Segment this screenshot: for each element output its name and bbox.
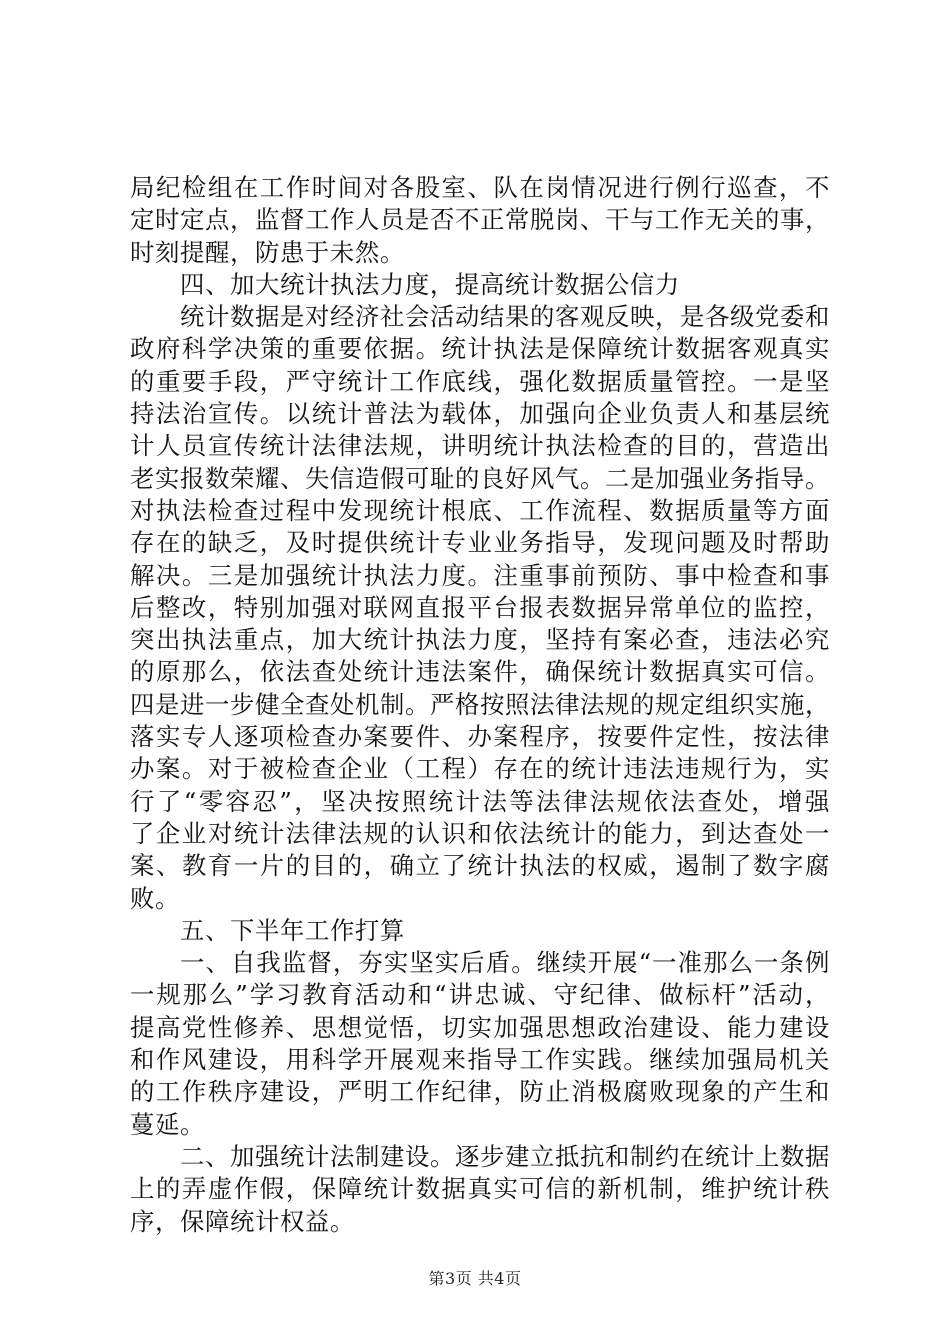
paragraph-line: 和作风建设，用科学开展观来指导工作实践。继续加强局机关 [130,1045,830,1075]
paragraph-line: 的工作秩序建设，严明工作纪律，防止消极腐败现象的产生和 [130,1077,830,1107]
section-heading-5: 五、下半年工作打算 [180,915,405,945]
paragraph-line: 序，保障统计权益。 [130,1206,355,1236]
paragraph-line: 突出执法重点，加大统计执法力度，坚持有案必查，违法必究 [130,625,830,655]
paragraph-line: 落实专人逐项检查办案要件、办案程序，按要件定性，按法律 [130,722,830,752]
paragraph-line: 的重要手段，严守统计工作底线，强化数据质量管控。一是坚 [130,366,830,396]
paragraph-line: 计人员宣传统计法律法规，讲明统计执法检查的目的，营造出 [130,431,830,461]
paragraph-line: 政府科学决策的重要依据。统计执法是保障统计数据客观真实 [130,334,830,364]
paragraph-line: 提高党性修养、思想觉悟，切实加强思想政治建设、能力建设 [130,1012,830,1042]
paragraph-line: 解决。三是加强统计执法力度。注重事前预防、事中检查和事 [130,560,830,590]
paragraph-line: 上的弄虚作假，保障统计数据真实可信的新机制，维护统计秩 [130,1174,830,1204]
paragraph-line: 一规那么”学习教育活动和“讲忠诚、守纪律、做标杆”活动， [130,980,830,1010]
paragraph-line: 对执法检查过程中发现统计根底、工作流程、数据质量等方面 [130,495,830,525]
paragraph-line: 办案。对于被检查企业（工程）存在的统计违法违规行为，实 [130,754,830,784]
page-number-footer: 第3页 共4页 [428,1269,522,1288]
paragraph-line: 蔓延。 [130,1109,205,1139]
paragraph-line: 老实报数荣耀、失信造假可耻的良好风气。二是加强业务指导。 [130,463,830,493]
paragraph-line: 时刻提醒，防患于未然。 [130,237,405,267]
paragraph-line: 存在的缺乏，及时提供统计专业业务指导，发现问题及时帮助 [130,528,830,558]
paragraph-line: 持法治宣传。以统计普法为载体，加强向企业负责人和基层统 [130,399,830,429]
paragraph-line: 四是进一步健全查处机制。严格按照法律法规的规定组织实施， [130,689,830,719]
paragraph-line: 后整改，特别加强对联网直报平台报表数据异常单位的监控， [130,592,830,622]
paragraph-line: 局纪检组在工作时间对各股室、队在岗情况进行例行巡查，不 [130,173,830,202]
paragraph-line: 行了“零容忍”，坚决按照统计法等法律法规依法查处，增强 [130,786,830,816]
paragraph-line: 定时定点，监督工作人员是否不正常脱岗、干与工作无关的事， [130,205,830,235]
paragraph-line: 案、教育一片的目的，确立了统计执法的权威，遏制了数字腐 [130,851,830,881]
section-heading-4: 四、加大统计执法力度，提高统计数据公信力 [180,269,680,299]
paragraph-line: 一、自我监督，夯实坚实后盾。继续开展“一准那么一条例 [180,948,830,978]
document-body [130,172,830,1238]
paragraph-line: 了企业对统计法律法规的认识和依法统计的能力，到达查处一 [130,818,830,848]
paragraph-line: 统计数据是对经济社会活动结果的客观反映，是各级党委和 [180,302,830,332]
paragraph-line: 败。 [130,883,180,913]
paragraph-line: 二、加强统计法制建设。逐步建立抵抗和制约在统计上数据 [180,1141,830,1171]
paragraph-line: 的原那么，依法查处统计违法案件，确保统计数据真实可信。 [130,657,830,687]
